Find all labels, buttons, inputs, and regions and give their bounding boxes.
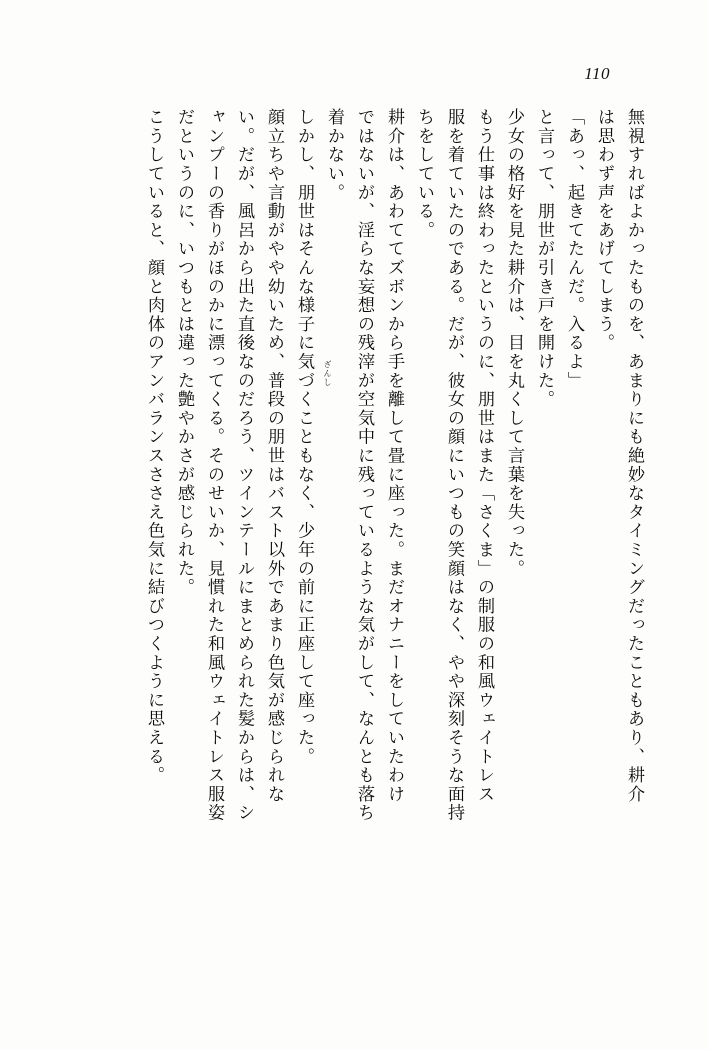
- text-column: い。だが、風呂から出た直後なのだろう、ツインテールにまとめられた髪からは、シ: [234, 108, 254, 823]
- text-column: だというのに、いつもとは違った艶やかさが感じられた。: [174, 108, 194, 597]
- text-column: 服を着ていたのである。だが、彼女の顔にいつもの笑顔はなく、やや深刻そうな面持: [444, 108, 464, 823]
- text-column: 着かない。: [324, 108, 344, 202]
- text-column: は思わず声をあげてしまう。: [594, 108, 614, 353]
- text-column: 顔立ちや言動がやや幼いため、普段の朋世はバスト以外であまり色気が感じられな: [264, 108, 284, 804]
- text-column: 耕介は、あわててズボンから手を離して畳に座った。まだオナニーをしていたわけ: [384, 108, 404, 804]
- page-number: 110: [584, 64, 610, 83]
- text-column: 少女の格好を見た耕介は、目を丸くして言葉を失った。: [504, 108, 524, 578]
- text-column: しかし、朋世はそんな様子に気づくこともなく、少年の前に正座して座った。: [294, 108, 314, 766]
- text-column: 無視すればよかったものを、あまりにも絶妙なタイミングだったこともあり、耕介: [624, 108, 644, 804]
- vertical-text-block: [62, 108, 642, 926]
- text-column: こうしていると、顔と肉体のアンバランスささえ色気に結びつくように思える。: [144, 108, 164, 785]
- text-column: ャンプーの香りがほのかに漂ってくる。そのせいか、見慣れた和風ウェイトレス服姿: [204, 108, 224, 823]
- text-column: ではないが、淫らな妄想の残滓が空気中に残っているような気がして、なんとも落ち: [354, 108, 374, 823]
- text-column: と言って、朋世が引き戸を開けた。: [534, 108, 554, 409]
- text-column: 「あっ、起きてたんだ。入るよ」: [564, 108, 584, 390]
- text-column: もう仕事は終わったというのに、朋世はまた「さくま」の制服の和風ウェイトレス: [474, 108, 494, 804]
- ruby-annotation: ざんし: [323, 360, 332, 387]
- text-column: ちをしている。: [414, 108, 434, 240]
